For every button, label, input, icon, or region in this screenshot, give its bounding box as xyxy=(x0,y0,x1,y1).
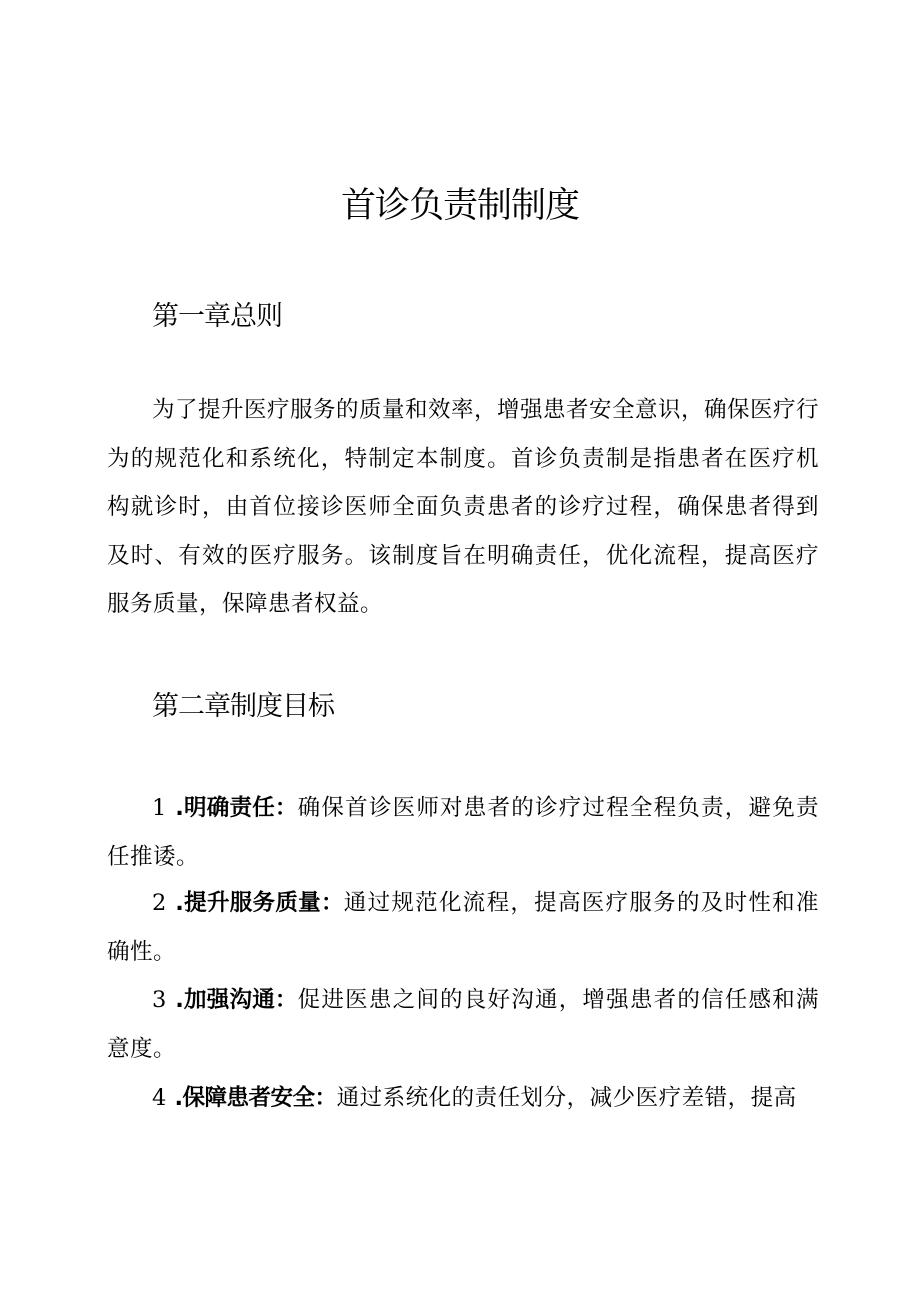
goal-item-3-number: 3 xyxy=(152,987,167,1013)
goal-item-1-text: 确保首诊医师对患者的诊疗过程全程负责，避免责任推诿。 xyxy=(107,795,819,870)
document-title: 首诊负责制制度 xyxy=(340,186,579,226)
goal-item-2 xyxy=(107,879,819,976)
goal-item-4 xyxy=(107,1074,819,1123)
goal-item-1-number: 1 xyxy=(152,795,167,821)
goal-item-3-title: .加强沟通： xyxy=(175,987,298,1013)
goal-item-1-title: .明确责任： xyxy=(175,795,298,821)
goal-item-2-text: 通过规范化流程，提高医疗服务的及时性和准确性。 xyxy=(107,890,819,965)
goal-item-4-text: 通过系统化的责任划分，减少医疗差错，提高 xyxy=(336,1085,797,1111)
chapter-1-paragraph: 为了提升医疗服务的质量和效率，增强患者安全意识，确保医疗行为的规范化和系统化，特制定本制度。首诊负责制是指患者在医疗机构就诊时，由首位接诊医师全面负责患者的诊疗过程，确保患者得到及时、有效的医疗服务。该制度旨在明确责任，优化流程，提高医疗服务质量，保障患者权益。 xyxy=(107,397,820,617)
goal-item-2-title: .提升服务质量： xyxy=(175,890,344,916)
goal-item-2-number: 2 xyxy=(152,890,167,916)
goal-item-1 xyxy=(107,784,819,881)
goal-item-3-text: 促进医患之间的良好沟通，增强患者的信任感和满意度。 xyxy=(107,987,819,1062)
goal-item-3 xyxy=(107,976,819,1073)
goal-item-4-title: .保障患者安全： xyxy=(174,1085,337,1111)
chapter-2-heading: 第二章制度目标 xyxy=(152,691,334,722)
chapter-1-heading: 第一章总则 xyxy=(152,301,282,332)
goal-item-4-number: 4 xyxy=(152,1085,167,1111)
